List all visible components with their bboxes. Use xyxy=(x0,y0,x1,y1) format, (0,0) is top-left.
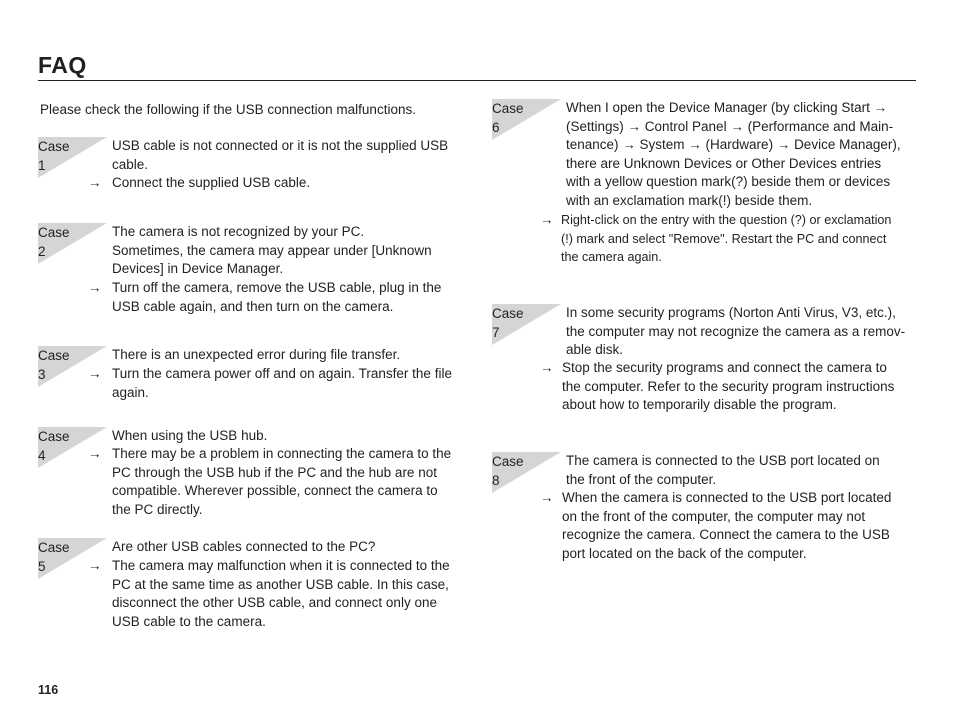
case-problem: USB cable is not connected or it is not the supplied USB cable. xyxy=(112,138,449,172)
case-solution: The camera may malfunction when it is connected to the PC at the same time as another USB cable. In this case, disconnect the other USB cable, and connect only one USB cable to the camera. xyxy=(112,558,450,629)
solution-arrow-icon: → xyxy=(88,446,102,461)
case-solution: There may be a problem in connecting the camera to the PC through the USB hub if the PC and the hub are not compatible. Wherever possible, connect the camera to the PC directly. xyxy=(112,446,452,517)
case-problem: There is an unexpected error during file transfer. xyxy=(112,347,401,362)
case-solution: Stop the security programs and connect the camera to the computer. Refer to the security program instructions about how to temporarily disable the program. xyxy=(562,360,895,413)
case-solution: Connect the supplied USB cable. xyxy=(112,175,311,190)
solution-arrow-icon: → xyxy=(88,366,102,381)
case-label: Case 7 xyxy=(492,306,524,340)
case-solution: When the camera is connected to the USB port located on the front of the computer, the computer may not recognize the camera. Connect the camera to the USB port located on the back of the computer. xyxy=(562,490,892,561)
solution-arrow-icon: → xyxy=(540,490,554,505)
case-label: Case 5 xyxy=(38,540,70,574)
intro-text: Please check the following if the USB connection malfunctions. xyxy=(40,102,416,117)
case-solution: Turn off the camera, remove the USB cable, plug in the USB cable again, and then turn on the camera. xyxy=(112,280,442,314)
case-label: Case 4 xyxy=(38,429,70,463)
case-label: Case 2 xyxy=(38,225,70,259)
solution-arrow-icon: → xyxy=(88,175,102,190)
case-problem: In some security programs (Norton Anti Virus, V3, etc.), the computer may not recognize the camera as a remov- able disk. xyxy=(566,305,906,358)
case-solution: Turn the camera power off and on again. Transfer the file again. xyxy=(112,366,452,400)
title-divider xyxy=(38,80,916,81)
case-problem: When I open the Device Manager (by clicking Start → (Settings) → Control Panel → (Performance and Main- tenance) → System → (Hardware) → Device Manager), there are Unknown Devices or Other Devices entries with a yellow question mark(?) beside them or devices with an exclamation mark(!) beside them. xyxy=(566,100,901,208)
case-label: Case 6 xyxy=(492,101,524,135)
solution-arrow-icon: → xyxy=(540,212,554,227)
page-number: 116 xyxy=(38,683,59,697)
case-solution: Right-click on the entry with the question (?) or exclamation (!) mark and select "Remove". Restart the PC and connect the camera again. xyxy=(561,213,892,265)
case-problem: The camera is connected to the USB port located on the front of the computer. xyxy=(566,453,880,487)
case-label: Case 8 xyxy=(492,454,524,488)
case-problem: When using the USB hub. xyxy=(112,428,268,443)
case-label: Case 1 xyxy=(38,139,70,173)
case-label: Case 3 xyxy=(38,348,70,382)
page-title: FAQ xyxy=(38,52,87,78)
solution-arrow-icon: → xyxy=(88,558,102,573)
solution-arrow-icon: → xyxy=(88,280,102,295)
case-problem: Are other USB cables connected to the PC? xyxy=(112,539,376,554)
case-problem: The camera is not recognized by your PC. Sometimes, the camera may appear under [Unknown Devices] in Device Manager. xyxy=(112,224,432,277)
solution-arrow-icon: → xyxy=(540,360,554,375)
